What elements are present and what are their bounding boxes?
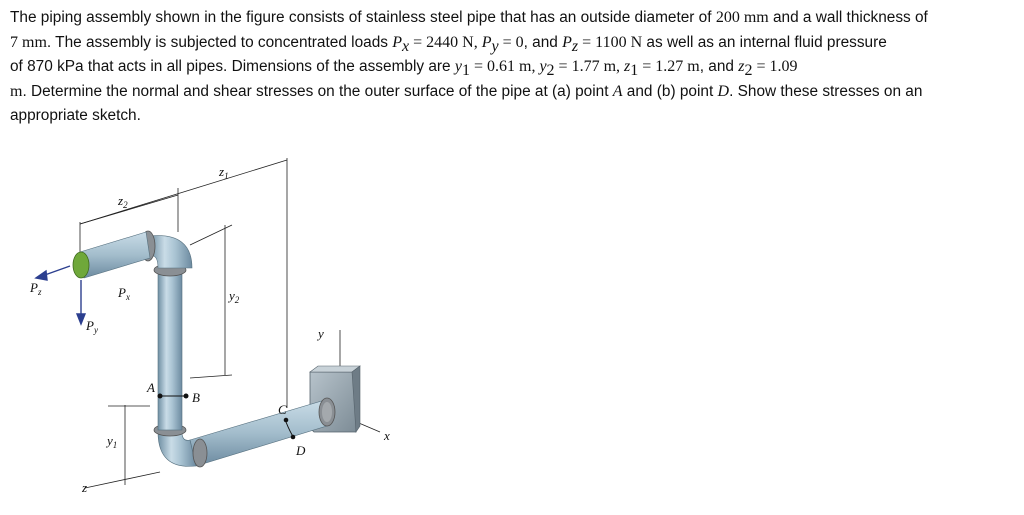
- point-c-marker: [284, 418, 289, 423]
- pz-symbol: P: [562, 33, 572, 51]
- label-y2: $y_2$: [229, 288, 240, 305]
- pipe-segment-bc: [190, 400, 330, 466]
- unit-m: m: [10, 82, 23, 100]
- label-pz: $P_z$: [30, 280, 42, 297]
- dim-y2-top-ext: [190, 225, 232, 245]
- elbow-bottom: [158, 432, 196, 466]
- wall-plate-top: [310, 366, 360, 372]
- text-run: The piping assembly shown in the figure consists of stainless steel pipe that has an outside diameter of: [10, 9, 716, 26]
- problem-line-4: [10, 80, 1020, 105]
- text-run: . Show these stresses on an: [729, 82, 923, 100]
- label-x-axis: x: [384, 428, 390, 443]
- py-arrow-head: [77, 314, 85, 324]
- y2-symbol: y: [539, 58, 547, 75]
- point-a-marker: [158, 394, 163, 399]
- label-point-d: D: [296, 443, 306, 458]
- problem-line-1: [10, 6, 1020, 31]
- label-z2: $z_2$: [118, 193, 128, 210]
- py-subscript: y: [491, 37, 499, 55]
- label-z-axis: z: [82, 480, 88, 495]
- text-run: , and: [699, 58, 739, 75]
- text-run: that acts in all pipes. Dimensions of the assembly are: [83, 58, 455, 75]
- flange-wall-face: [322, 402, 332, 422]
- pz-subscript: z: [571, 37, 579, 55]
- point-a-ref: A: [612, 82, 623, 100]
- text-run: . The assembly is subjected to concentrated loads: [46, 33, 393, 51]
- y1-value: = 0.61 m,: [469, 58, 540, 75]
- pipe-vertical: [154, 264, 186, 430]
- pipe-horizontal-top: [73, 232, 150, 278]
- problem-line-3: [10, 55, 1020, 80]
- outside-diameter-value: 200 mm: [715, 9, 769, 26]
- pz-arrow-head: [36, 271, 47, 280]
- problem-line-5: appropriate sketch.: [10, 107, 141, 124]
- px-value: = 2440 N,: [409, 33, 482, 51]
- point-d-marker: [291, 435, 296, 440]
- dim-y2-bottom-ext: [190, 375, 232, 378]
- y2-value: = 1.77 m,: [554, 58, 625, 75]
- label-point-c: C: [278, 402, 287, 417]
- pressure-value: of 870 kPa: [10, 58, 84, 75]
- point-b-marker: [184, 394, 189, 399]
- wall-thickness-value: 7 mm: [10, 33, 47, 51]
- dim-z-axis-line: [85, 472, 160, 488]
- z1-value: = 1.27 m: [638, 58, 700, 75]
- text-run: , and: [523, 33, 563, 51]
- label-py: $P_y$: [86, 318, 98, 335]
- px-subscript: x: [402, 37, 410, 55]
- y1-symbol: y: [454, 58, 462, 75]
- pipe-horizontal-bottom: [190, 398, 335, 466]
- z2-value: = 1.09: [752, 58, 798, 75]
- text-run: and a wall thickness of: [768, 9, 928, 26]
- z1-symbol: z: [624, 58, 631, 75]
- elbow-top: [150, 236, 192, 268]
- z2-subscript: 2: [744, 62, 753, 80]
- z1-subscript: 1: [630, 62, 639, 80]
- piping-assembly-figure: [0, 150, 420, 515]
- label-px: $P_x$: [118, 285, 130, 302]
- z2-symbol: z: [738, 58, 745, 75]
- label-y-axis: y: [318, 326, 324, 341]
- point-d-ref: D: [717, 82, 730, 100]
- lower-elbow: [154, 424, 207, 467]
- y1-subscript: 1: [461, 62, 470, 80]
- label-y1: $y_1$: [107, 433, 118, 450]
- pz-value: = 1100 N: [578, 33, 643, 51]
- label-point-b: B: [192, 390, 200, 405]
- label-z1: $z_1$: [219, 164, 229, 181]
- dim-z1-line: [80, 160, 287, 224]
- py-value: = 0: [498, 33, 524, 51]
- py-symbol: P: [481, 33, 492, 51]
- flange-lower-horizontal: [193, 439, 207, 467]
- problem-statement: [10, 6, 1020, 129]
- pipe-segment-vertical: [158, 268, 182, 430]
- text-run: as well as an internal fluid pressure: [642, 33, 887, 51]
- label-point-a: A: [147, 380, 155, 395]
- text-run: . Determine the normal and shear stresses on the outer surface of the pipe at (a) point: [22, 82, 613, 100]
- text-run: and (b) point: [622, 82, 718, 100]
- y2-subscript: 2: [546, 62, 555, 80]
- open-pipe-end: [73, 252, 89, 278]
- pipe-segment-top: [80, 232, 150, 278]
- problem-line-2: [10, 31, 1020, 56]
- px-symbol: P: [392, 33, 403, 51]
